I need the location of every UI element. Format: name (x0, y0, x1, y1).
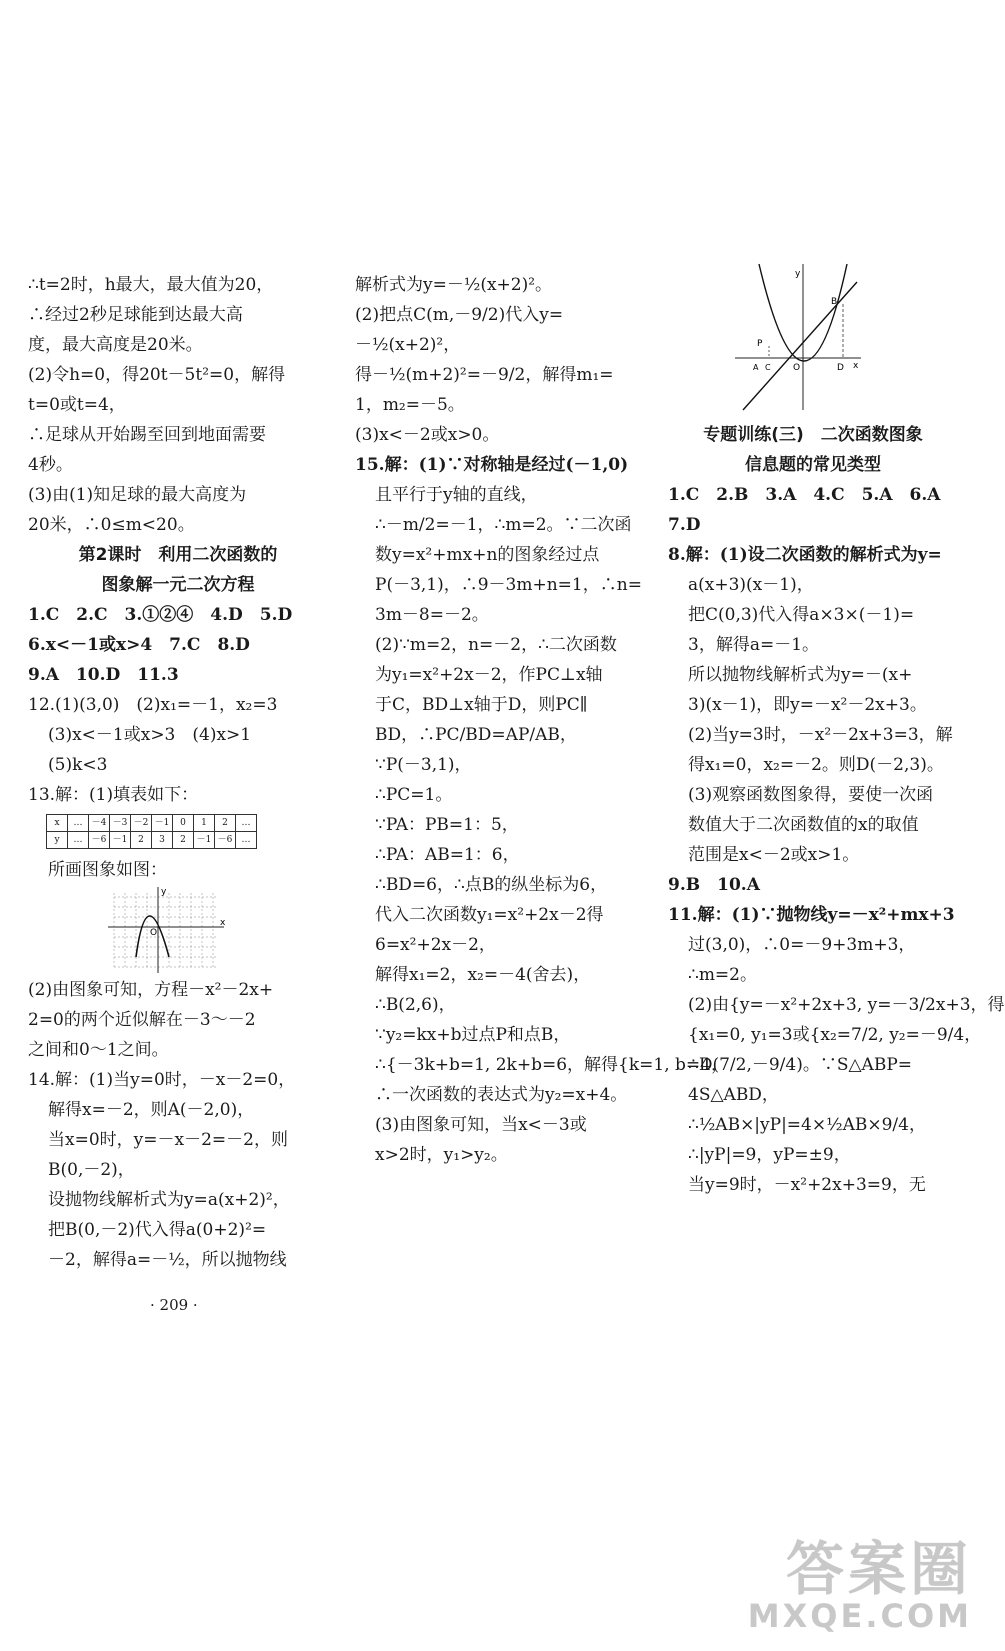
svg-text:x: x (853, 361, 859, 371)
text-line: 把C(0,3)代入得a×3×(－1)= (688, 605, 915, 625)
text-line: (3)观察函数图象得，要使一次函 (688, 785, 934, 805)
graph-caption: 所画图象如图： (48, 860, 167, 880)
text-line: ∴B(2,6)， (375, 995, 456, 1015)
text-line: 3)(x－1)，即y=－x²－2x+3。 (688, 695, 927, 715)
text-line: 数y=x²+mx+n的图象经过点 (375, 545, 600, 565)
text-line: (2)∵m=2，n=－2，∴二次函数 (375, 635, 617, 655)
text-line: 15.解：(1)∵对称轴是经过(－1,0) (355, 455, 629, 475)
text-line: B(0,－2)， (48, 1160, 135, 1180)
text-line: x>2时，y₁>y₂。 (375, 1145, 508, 1165)
text-line: {x₁=0, y₁=3或{x₂=7/2, y₂=－9/4， (688, 1025, 982, 1045)
svg-text:C: C (765, 363, 771, 372)
table-cell: －4 (89, 815, 110, 832)
svg-text:y: y (795, 269, 801, 279)
table-cell: －6 (215, 832, 236, 849)
text-line: ∴一次函数的表达式为y₂=x+4。 (375, 1085, 628, 1105)
text-line: 14.解：(1)当y=0时，－x－2=0， (28, 1070, 296, 1090)
table-cell: －1 (110, 832, 131, 849)
text-line: 范围是x<－2或x>1。 (688, 845, 860, 865)
text-line: ∴m=2。 (688, 965, 757, 985)
text-line: (2)当y=3时，－x²－2x+3=3，解 (688, 725, 953, 745)
table-cell: 2 (215, 815, 236, 832)
table-cell: －6 (89, 832, 110, 849)
text-line: (2)由{y=－x²+2x+3, y=－3/2x+3，得 (688, 995, 1005, 1015)
svg-text:x: x (220, 918, 226, 928)
text-line: 4S△ABD， (688, 1085, 779, 1105)
text-line: 之间和0～1之间。 (28, 1040, 169, 1060)
section-title: 专题训练(三) 二次函数图象 (703, 425, 923, 445)
text-line: 解得x₁=2，x₂=－4(舍去)， (375, 965, 591, 985)
answer-line: 1.C 2.C 3.①②④ 4.D 5.D (28, 605, 293, 625)
svg-text:O: O (150, 928, 158, 938)
text-line: 得x₁=0，x₂=－2。则D(－2,3)。 (688, 755, 944, 775)
table-cell: 3 (152, 832, 173, 849)
svg-text:B: B (831, 297, 838, 307)
text-line: ∵PA：PB=1：5， (375, 815, 519, 835)
watermark-logo-text: 答案圈 (785, 1535, 972, 1603)
text-line: ∴D(7/2,－9/4)。∵S△ABP= (688, 1055, 913, 1075)
table-cell: －3 (110, 815, 131, 832)
parabola-line-figure (735, 262, 865, 412)
section-title: 第2课时 利用二次函数的 (78, 545, 278, 565)
table-cell: －1 (152, 815, 173, 832)
table-cell: －2 (131, 815, 152, 832)
svg-text:y: y (161, 887, 167, 897)
watermark (747, 1535, 972, 1635)
text-line: ∴足球从开始踢至回到地面需要 (28, 425, 266, 445)
text-line: ∴t=2时，h最大，最大值为20， (28, 275, 274, 295)
watermark-url: MXQE.COM (747, 1597, 972, 1635)
text-line: －½(x+2)²， (355, 335, 461, 355)
text-line: (3)由(1)知足球的最大高度为 (28, 485, 247, 505)
table-cell: … (68, 832, 89, 849)
answer-line: 1.C 2.B 3.A 4.C 5.A 6.A (668, 485, 941, 505)
text-line: 代入二次函数y₁=x²+2x－2得 (375, 905, 604, 925)
section-title: 信息题的常见类型 (745, 455, 881, 475)
answer-line: 13.解：(1)填表如下： (28, 785, 199, 805)
text-line: ∴|yP|=9，yP=±9， (688, 1145, 851, 1165)
text-line: P(－3,1)，∴9－3m+n=1，∴n= (375, 575, 642, 595)
table-cell: 2 (131, 832, 152, 849)
table-cell: … (68, 815, 89, 832)
text-line: 设抛物线解析式为y=a(x+2)²， (48, 1190, 290, 1210)
text-line: 所以抛物线解析式为y=－(x+ (688, 665, 913, 685)
text-line: －2，解得a=－½，所以抛物线 (48, 1250, 287, 1270)
svg-text:D: D (837, 363, 844, 373)
text-line: 2=0的两个近似解在－3～－2 (28, 1010, 256, 1030)
answer-line: 9.A 10.D 11.3 (28, 665, 179, 685)
table-cell: y (47, 832, 68, 849)
text-line: ∴BD=6，∴点B的纵坐标为6， (375, 875, 608, 895)
answer-line: 7.D (668, 515, 701, 535)
text-line: ∵y₂=kx+b过点P和点B， (375, 1025, 571, 1045)
text-line: 4秒。 (28, 455, 73, 475)
text-line: 3，解得a=－1。 (688, 635, 820, 655)
table-cell: 0 (173, 815, 194, 832)
section-title: 图象解一元二次方程 (101, 575, 255, 595)
text-line: (2)把点C(m,－9/2)代入y= (355, 305, 564, 325)
text-line: (3)x<－2或x>0。 (355, 425, 500, 445)
text-line: 数值大于二次函数值的x的取值 (688, 815, 919, 835)
text-line: ∴{－3k+b=1, 2k+b=6，解得{k=1, b=4， (375, 1055, 728, 1075)
svg-text:O: O (793, 363, 801, 373)
table-cell: x (47, 815, 68, 832)
text-line: 解得x=－2，则A(－2,0)， (48, 1100, 255, 1120)
table-cell: … (236, 815, 257, 832)
answer-line: 6.x<－1或x>4 7.C 8.D (28, 635, 250, 655)
table-cell: 2 (173, 832, 194, 849)
text-line: 把B(0,－2)代入得a(0+2)²= (48, 1220, 267, 1240)
text-line: (2)由图象可知，方程－x²－2x+ (28, 980, 274, 1000)
text-line: 且平行于y轴的直线， (375, 485, 538, 505)
text-line: 8.解：(1)设二次函数的解析式为y= (668, 545, 942, 565)
column-right (668, 420, 1005, 1200)
svg-text:P: P (757, 339, 763, 349)
answer-line: 9.B 10.A (668, 875, 760, 895)
text-line: ∴PA：AB=1：6， (375, 845, 520, 865)
text-line: 6=x²+2x－2， (375, 935, 496, 955)
text-line: 于C，BD⊥x轴于D，则PC∥ (375, 695, 588, 715)
text-line: 1，m₂=－5。 (355, 395, 465, 415)
table-cell: … (236, 832, 257, 849)
text-line: t=0或t=4， (28, 395, 126, 415)
text-line: 当y=9时，－x²+2x+3=9，无 (688, 1175, 926, 1195)
text-line: a(x+3)(x－1)， (688, 575, 814, 595)
text-line: ∴经过2秒足球能到达最大高 (28, 305, 243, 325)
table-cell: 1 (194, 815, 215, 832)
svg-text:A: A (753, 363, 759, 372)
text-line: (3)由图象可知，当x<－3或 (375, 1115, 587, 1135)
column-left (28, 270, 328, 1275)
answer-line: (3)x<－1或x>3 (4)x>1 (48, 725, 252, 745)
page-number: · 209 · (150, 1296, 198, 1314)
text-line: ∴PC=1。 (375, 785, 453, 805)
text-line: ∴½AB×|yP|=4×½AB×9/4， (688, 1115, 926, 1135)
text-line: 11.解：(1)∵抛物线y=－x²+mx+3 (668, 905, 955, 925)
text-line: ∵P(－3,1)， (375, 755, 472, 775)
text-line: 得－½(m+2)²=－9/2，解得m₁= (355, 365, 614, 385)
table-cell: －1 (194, 832, 215, 849)
answer-line: (5)k<3 (48, 755, 108, 775)
text-line: 过(3,0)，∴0=－9+3m+3， (688, 935, 916, 955)
text-line: 度，最大高度是20米。 (28, 335, 203, 355)
text-line: (2)令h=0，得20t－5t²=0，解得 (28, 365, 286, 385)
value-table (46, 814, 257, 849)
text-line: ∴－m/2=－1，∴m=2。∵二次函 (375, 515, 632, 535)
text-line: 3m－8=－2。 (375, 605, 489, 625)
text-line: BD，∴PC/BD=AP/AB， (375, 725, 577, 745)
text-line: 当x=0时，y=－x－2=－2，则 (48, 1130, 288, 1150)
text-line: 为y₁=x²+2x－2，作PC⊥x轴 (375, 665, 603, 685)
text-line: 解析式为y=－½(x+2)²。 (355, 275, 553, 295)
parabola-graph (106, 885, 246, 975)
text-line: 20米，∴0≤m<20。 (28, 515, 195, 535)
answer-line: 12.(1)(3,0) (2)x₁=－1，x₂=3 (28, 695, 278, 715)
